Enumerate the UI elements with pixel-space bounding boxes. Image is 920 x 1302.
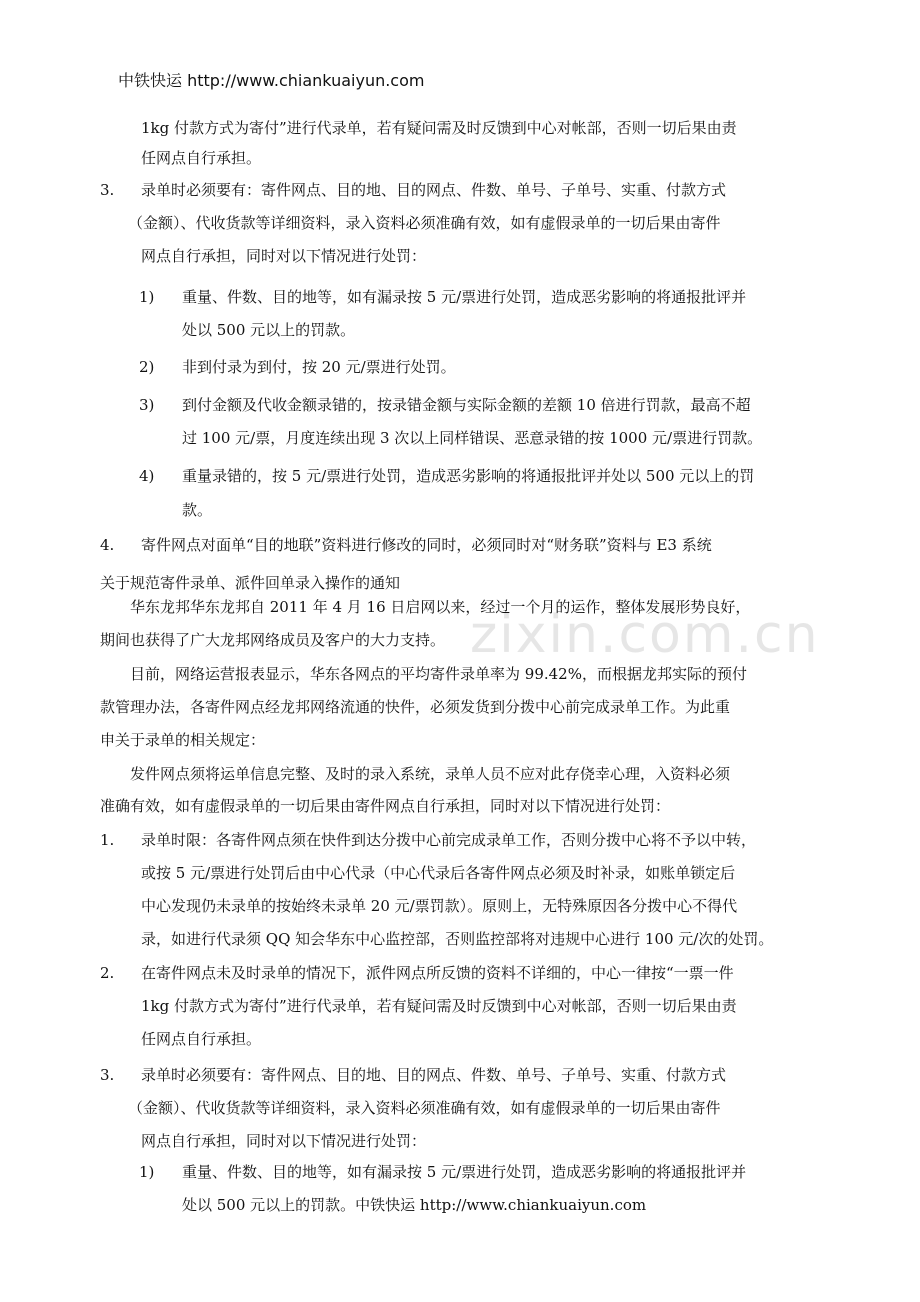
text-line: 录，如进行代录须 QQ 知会华东中心监控部，否则监控部将对违规中心进行 100 元/次的处罚。 xyxy=(141,930,774,948)
text-line: 处以 500 元以上的罚款。中铁快运 http://www.chiankuaiyun.com xyxy=(182,1196,647,1214)
notice-title: 关于规范寄件录单、派件回单录入操作的通知 xyxy=(100,574,401,592)
text-line: 准确有效，如有虚假录单的一切后果由寄件网点自行承担，同时对以下情况进行处罚： xyxy=(100,797,671,815)
text-line: 过 100 元/票，月度连续出现 3 次以上同样错误、恶意录错的按 1000 元/票进行罚款。 xyxy=(182,429,763,447)
text-line: 重量录错的，按 5 元/票进行处罚，造成恶劣影响的将通报批评并处以 500 元以上的罚 xyxy=(182,467,755,485)
list-number: 3. xyxy=(100,181,115,199)
text-line: 或按 5 元/票进行处罚后由中心代录（中心代录后各寄件网点必须及时补录，如账单锁定后 xyxy=(141,864,736,882)
text-line: 1kg 付款方式为寄付”进行代录单，若有疑问需及时反馈到中心对帐部，否则一切后果由责 xyxy=(141,997,737,1015)
text-line: 处以 500 元以上的罚款。 xyxy=(182,321,356,339)
text-line: 款管理办法，各寄件网点经龙邦网络流通的快件，必须发货到分拨中心前完成录单工作。为此重 xyxy=(100,698,731,716)
sublist-number: 1) xyxy=(139,288,155,306)
text-line: 期间也获得了广大龙邦网络成员及客户的大力支持。 xyxy=(100,631,446,649)
text-line: 到付金额及代收金额录错的，按录错金额与实际金额的差额 10 倍进行罚款，最高不超 xyxy=(182,396,751,414)
text-line: 录单时必须要有：寄件网点、目的地、目的网点、件数、单号、子单号、实重、付款方式 xyxy=(141,181,727,199)
text-line: 任网点自行承担。 xyxy=(141,149,262,167)
watermark-text: zixin.com.cn xyxy=(470,605,820,665)
text-line: 网点自行承担，同时对以下情况进行处罚： xyxy=(141,1132,427,1150)
text-line: 在寄件网点未及时录单的情况下，派件网点所反馈的资料不详细的，中心一律按“一票一件 xyxy=(141,964,734,982)
text-line: （金额）、代收货款等详细资料，录入资料必须准确有效，如有虚假录单的一切后果由寄件 xyxy=(128,214,721,232)
sublist-number: 2) xyxy=(139,358,155,376)
list-number: 4. xyxy=(100,536,115,554)
text-line: （金额）、代收货款等详细资料，录入资料必须准确有效，如有虚假录单的一切后果由寄件 xyxy=(128,1099,721,1117)
text-line: 发件网点须将运单信息完整、及时的录入系统，录单人员不应对此存侥幸心理，入资料必须 xyxy=(130,765,731,783)
text-line: 目前，网络运营报表显示，华东各网点的平均寄件录单率为 99.42%，而根据龙邦实际的预付 xyxy=(130,665,747,683)
text-line: 重量、件数、目的地等，如有漏录按 5 元/票进行处罚，造成恶劣影响的将通报批评并 xyxy=(182,1163,747,1181)
text-line: 任网点自行承担。 xyxy=(141,1030,262,1048)
sublist-number: 4) xyxy=(139,467,155,485)
page-header: 中铁快运 http://www.chiankuaiyun.com xyxy=(118,71,425,90)
text-line: 非到付录为到付，按 20 元/票进行处罚。 xyxy=(182,358,456,376)
sublist-number: 3) xyxy=(139,396,155,414)
list-number: 2. xyxy=(100,964,115,982)
text-line: 录单时必须要有：寄件网点、目的地、目的网点、件数、单号、子单号、实重、付款方式 xyxy=(141,1066,727,1084)
sublist-number: 1) xyxy=(139,1163,155,1181)
text-line: 网点自行承担，同时对以下情况进行处罚： xyxy=(141,247,427,265)
text-line: 华东龙邦华东龙邦自 2011 年 4 月 16 日启网以来，经过一个月的运作，整体发展形势良好， xyxy=(130,598,751,616)
text-line: 申关于录单的相关规定： xyxy=(100,731,266,749)
list-number: 1. xyxy=(100,831,115,849)
text-line: 款。 xyxy=(182,501,213,519)
text-line: 寄件网点对面单“目的地联”资料进行修改的同时，必须同时对“财务联”资料与 E3 系统 xyxy=(141,536,712,554)
text-line: 1kg 付款方式为寄付”进行代录单，若有疑问需及时反馈到中心对帐部，否则一切后果由责 xyxy=(141,119,737,137)
list-number: 3. xyxy=(100,1066,115,1084)
text-line: 录单时限：各寄件网点须在快件到达分拨中心前完成录单工作，否则分拨中心将不予以中转， xyxy=(141,831,757,849)
text-line: 重量、件数、目的地等，如有漏录按 5 元/票进行处罚，造成恶劣影响的将通报批评并 xyxy=(182,288,747,306)
text-line: 中心发现仍未录单的按始终未录单 20 元/票罚款）。原则上，无特殊原因各分拨中心不得代 xyxy=(141,897,738,915)
